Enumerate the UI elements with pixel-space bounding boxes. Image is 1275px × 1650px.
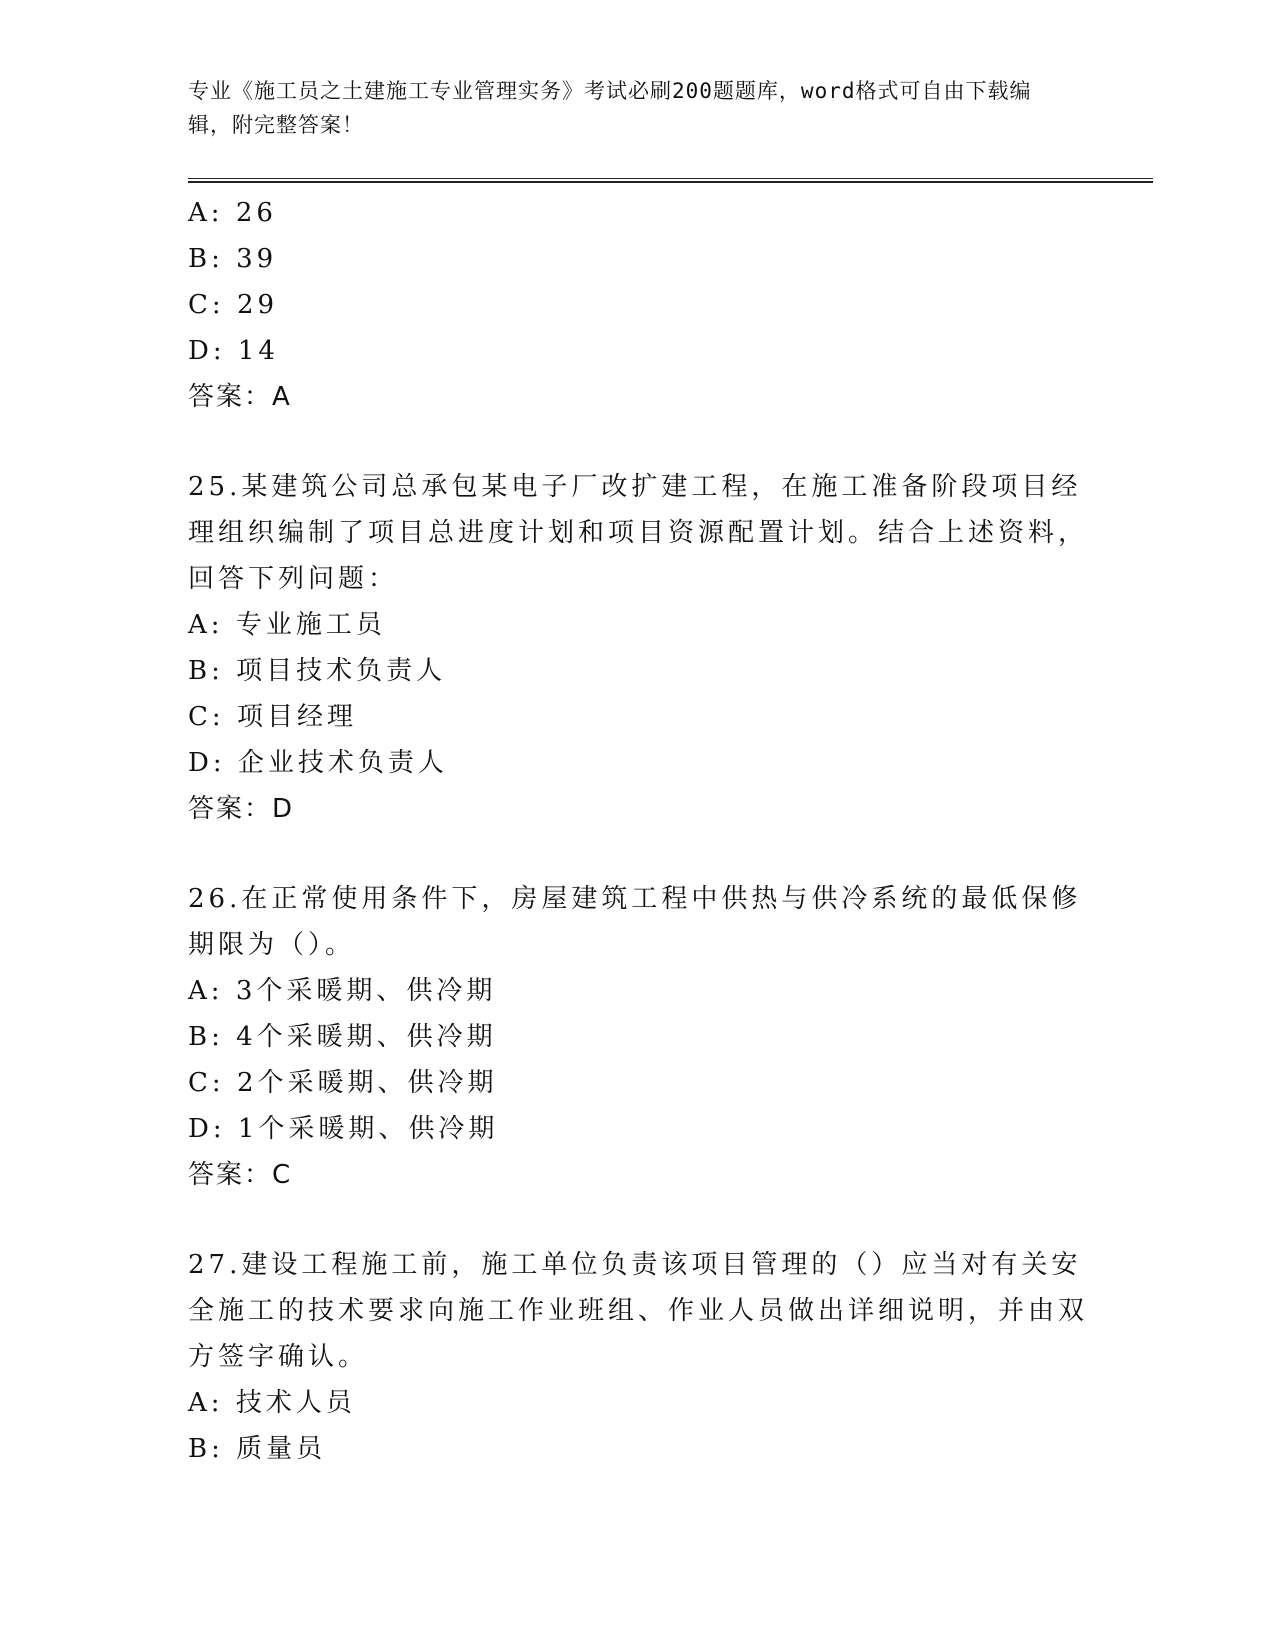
option-text: 质量员 [236, 1434, 327, 1464]
question-block [188, 190, 1088, 420]
option-d: D: 企业技术负责人 [188, 748, 448, 778]
document-title: 专业《施工员之土建施工专业管理实务》考试必刷200题题库，word格式可自由下载编辑，附完整答案！ [188, 79, 1032, 137]
option-c: C: 29 [188, 290, 279, 320]
answer-line: 答案：A [188, 382, 292, 412]
question-text: 某建筑公司总承包某电子厂改扩建工程，在施工准备阶段项目经理组织编制了项目总进度计划和项目资源配置计划。结合上述资料，回答下列问题： [188, 472, 1089, 594]
option-d: D: 1个采暖期、供冷期 [188, 1114, 499, 1144]
question-text: 在正常使用条件下，房屋建筑工程中供热与供冷系统的最低保修期限为（）。 [188, 884, 1082, 960]
question-block [188, 464, 1088, 832]
option-text: 项目技术负责人 [236, 656, 447, 686]
question-block [188, 1242, 1088, 1472]
question-stem [188, 464, 1088, 602]
option-text: 企业技术负责人 [237, 748, 448, 778]
option-text: 14 [237, 336, 279, 366]
option-b: B: 项目技术负责人 [188, 656, 447, 686]
option-a: A: 3个采暖期、供冷期 [188, 976, 497, 1006]
question-number: 27. [188, 1250, 242, 1280]
option-a: A: 26 [188, 198, 277, 228]
option-label: A [188, 198, 211, 228]
question-stem [188, 1242, 1088, 1380]
option-text: 项目经理 [236, 702, 357, 732]
option-text: 26 [235, 198, 277, 228]
option-c: C: 2个采暖期、供冷期 [188, 1068, 498, 1098]
option-label: C [188, 1068, 212, 1098]
question-number: 25. [188, 472, 242, 502]
option-text: 专业施工员 [235, 610, 386, 640]
answer-line: 答案：C [188, 1160, 293, 1190]
option-label: B [188, 244, 212, 274]
option-text: 2个采暖期、供冷期 [236, 1068, 498, 1098]
question-text: 建设工程施工前，施工单位负责该项目管理的（）应当对有关安全施工的技术要求向施工作业班组、作业人员做出详细说明，并由双方签字确认。 [188, 1250, 1089, 1372]
header-divider [188, 178, 1153, 183]
option-text: 1个采暖期、供冷期 [237, 1114, 499, 1144]
option-label: C [188, 290, 212, 320]
option-label: D [188, 748, 213, 778]
option-d: D: 14 [188, 336, 279, 366]
option-label: B [188, 1022, 212, 1052]
option-b: B: 39 [188, 244, 278, 274]
question-list [188, 190, 1088, 1472]
option-text: 3个采暖期、供冷期 [235, 976, 497, 1006]
option-label: A [188, 976, 211, 1006]
option-label: C [188, 702, 212, 732]
option-text: 29 [236, 290, 279, 320]
option-a: A: 技术人员 [188, 1388, 356, 1418]
answer-line: 答案：D [188, 794, 295, 824]
option-b: B: 质量员 [188, 1434, 327, 1464]
option-a: A: 专业施工员 [188, 610, 386, 640]
option-label: A [188, 1388, 211, 1418]
option-text: 39 [236, 244, 278, 274]
option-label: B [188, 656, 212, 686]
option-label: D [188, 1114, 213, 1144]
question-number: 26. [188, 884, 242, 914]
option-c: C: 项目经理 [188, 702, 357, 732]
option-b: B: 4个采暖期、供冷期 [188, 1022, 497, 1052]
spacer [188, 1198, 1088, 1242]
option-label: B [188, 1434, 212, 1464]
option-text: 4个采暖期、供冷期 [236, 1022, 497, 1052]
page-header [188, 74, 1068, 142]
question-block [188, 876, 1088, 1198]
spacer [188, 420, 1088, 464]
option-text: 技术人员 [235, 1388, 356, 1418]
question-stem [188, 876, 1088, 968]
option-label: D [188, 336, 213, 366]
spacer [188, 832, 1088, 876]
option-label: A [188, 610, 211, 640]
